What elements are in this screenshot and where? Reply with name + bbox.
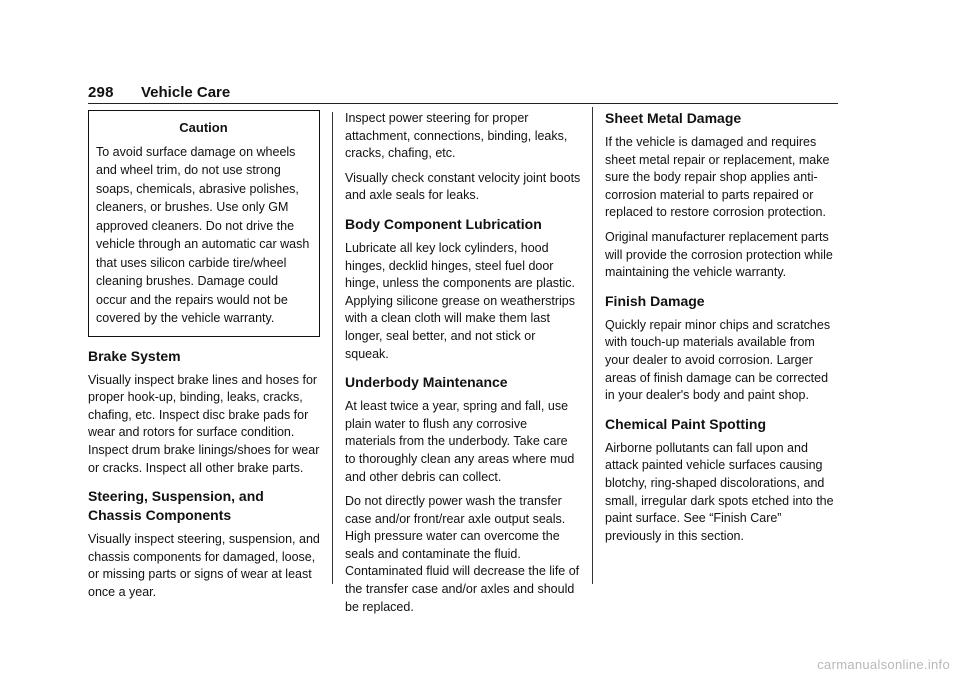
underbody-maintenance-text-2: Do not directly power wash the transfer case and/or front/rear axle output seals. High pressure water can overcome the seals and contaminate the fluid. Contaminated fluid will decrease the life of the transfer case and/or axles and should be replaced. [345,494,580,614]
caution-text: To avoid surface damage on wheels and wheel trim, do not use strong soaps, chemicals, abrasive polishes, cleaners, or brushes. Use only GM approved cleaners. Do not drive the vehicle through an automatic car wash that uses silicon carbide tire/wheel cleaning brushes. Damage could occur and the repairs would not be covered by the vehicle warranty. [96,144,310,326]
brake-system-heading: Brake System [88,347,181,364]
page-number: 298 [88,84,114,101]
body-lubrication-text: Lubricate all key lock cylinders, hood hinges, decklid hinges, steel fuel door hinge, unless the components are plastic. Applying silicone grease on weatherstrips with a clean cloth will make them last longer, seal better, and not stick or squeak. [345,240,575,361]
steering-suspension-text: Visually inspect steering, suspension, and chassis components for damaged, loose, or missing parts or signs of wear at least once a year. [88,532,320,599]
watermark-link[interactable]: carmanualsonline.info [817,657,950,672]
brake-system-text: Visually inspect brake lines and hoses for proper hook-up, binding, leaks, cracks, chafing, etc. Inspect disc brake pads for wear and rotors for surface condition. Inspect drum brake linings/shoes for wear or cracks. Inspect all other brake parts. [88,372,320,475]
caution-box [88,110,320,337]
column-3 [605,106,841,552]
caution-title: Caution [179,120,228,135]
steering-suspension-heading: Steering, Suspension, and Chassis Components [88,488,264,524]
header-rule [88,103,838,104]
column-divider-left [332,112,333,584]
finish-damage-text: Quickly repair minor chips and scratches with touch-up materials available from your dealer to avoid corrosion. Larger areas of finish damage can be corrected in your dealer's body and paint shop. [605,317,831,403]
chemical-paint-spotting-text: Airborne pollutants can fall upon and attack painted vehicle surfaces causing blotchy, ring-shaped discolorations, and small, irregular dark spots etched into the paint surface. See “Finish Care” previously in this section. [605,440,834,543]
finish-damage-heading: Finish Damage [605,292,705,309]
sheet-metal-damage-heading: Sheet Metal Damage [605,110,742,126]
column-1 [88,110,320,609]
section-title: Vehicle Care [141,84,231,101]
sheet-metal-damage-text-1: If the vehicle is damaged and requires sheet metal repair or replacement, make sure the body repair shop applies anti-corrosion material to parts repaired or replaced to restore corrosion protection. [605,135,830,220]
column-2 [345,110,581,623]
column-divider-right [592,107,593,584]
power-steering-text: Inspect power steering for proper attachment, connections, binding, leaks, cracks, chafing, etc. [345,111,568,161]
sheet-metal-damage-text-2: Original manufacturer replacement parts will provide the corrosion protection while maintaining the vehicle warranty. [605,229,833,280]
body-lubrication-heading: Body Component Lubrication [345,215,542,232]
chemical-paint-spotting-heading: Chemical Paint Spotting [605,415,767,432]
underbody-maintenance-heading: Underbody Maintenance [345,374,508,391]
underbody-maintenance-text-1: At least twice a year, spring and fall, use plain water to flush any corrosive materials from the underbody. Take care to thoroughly clean any areas where mud and other debris can collect. [345,399,575,484]
cv-joint-text: Visually check constant velocity joint boots and axle seals for leaks. [345,170,581,203]
